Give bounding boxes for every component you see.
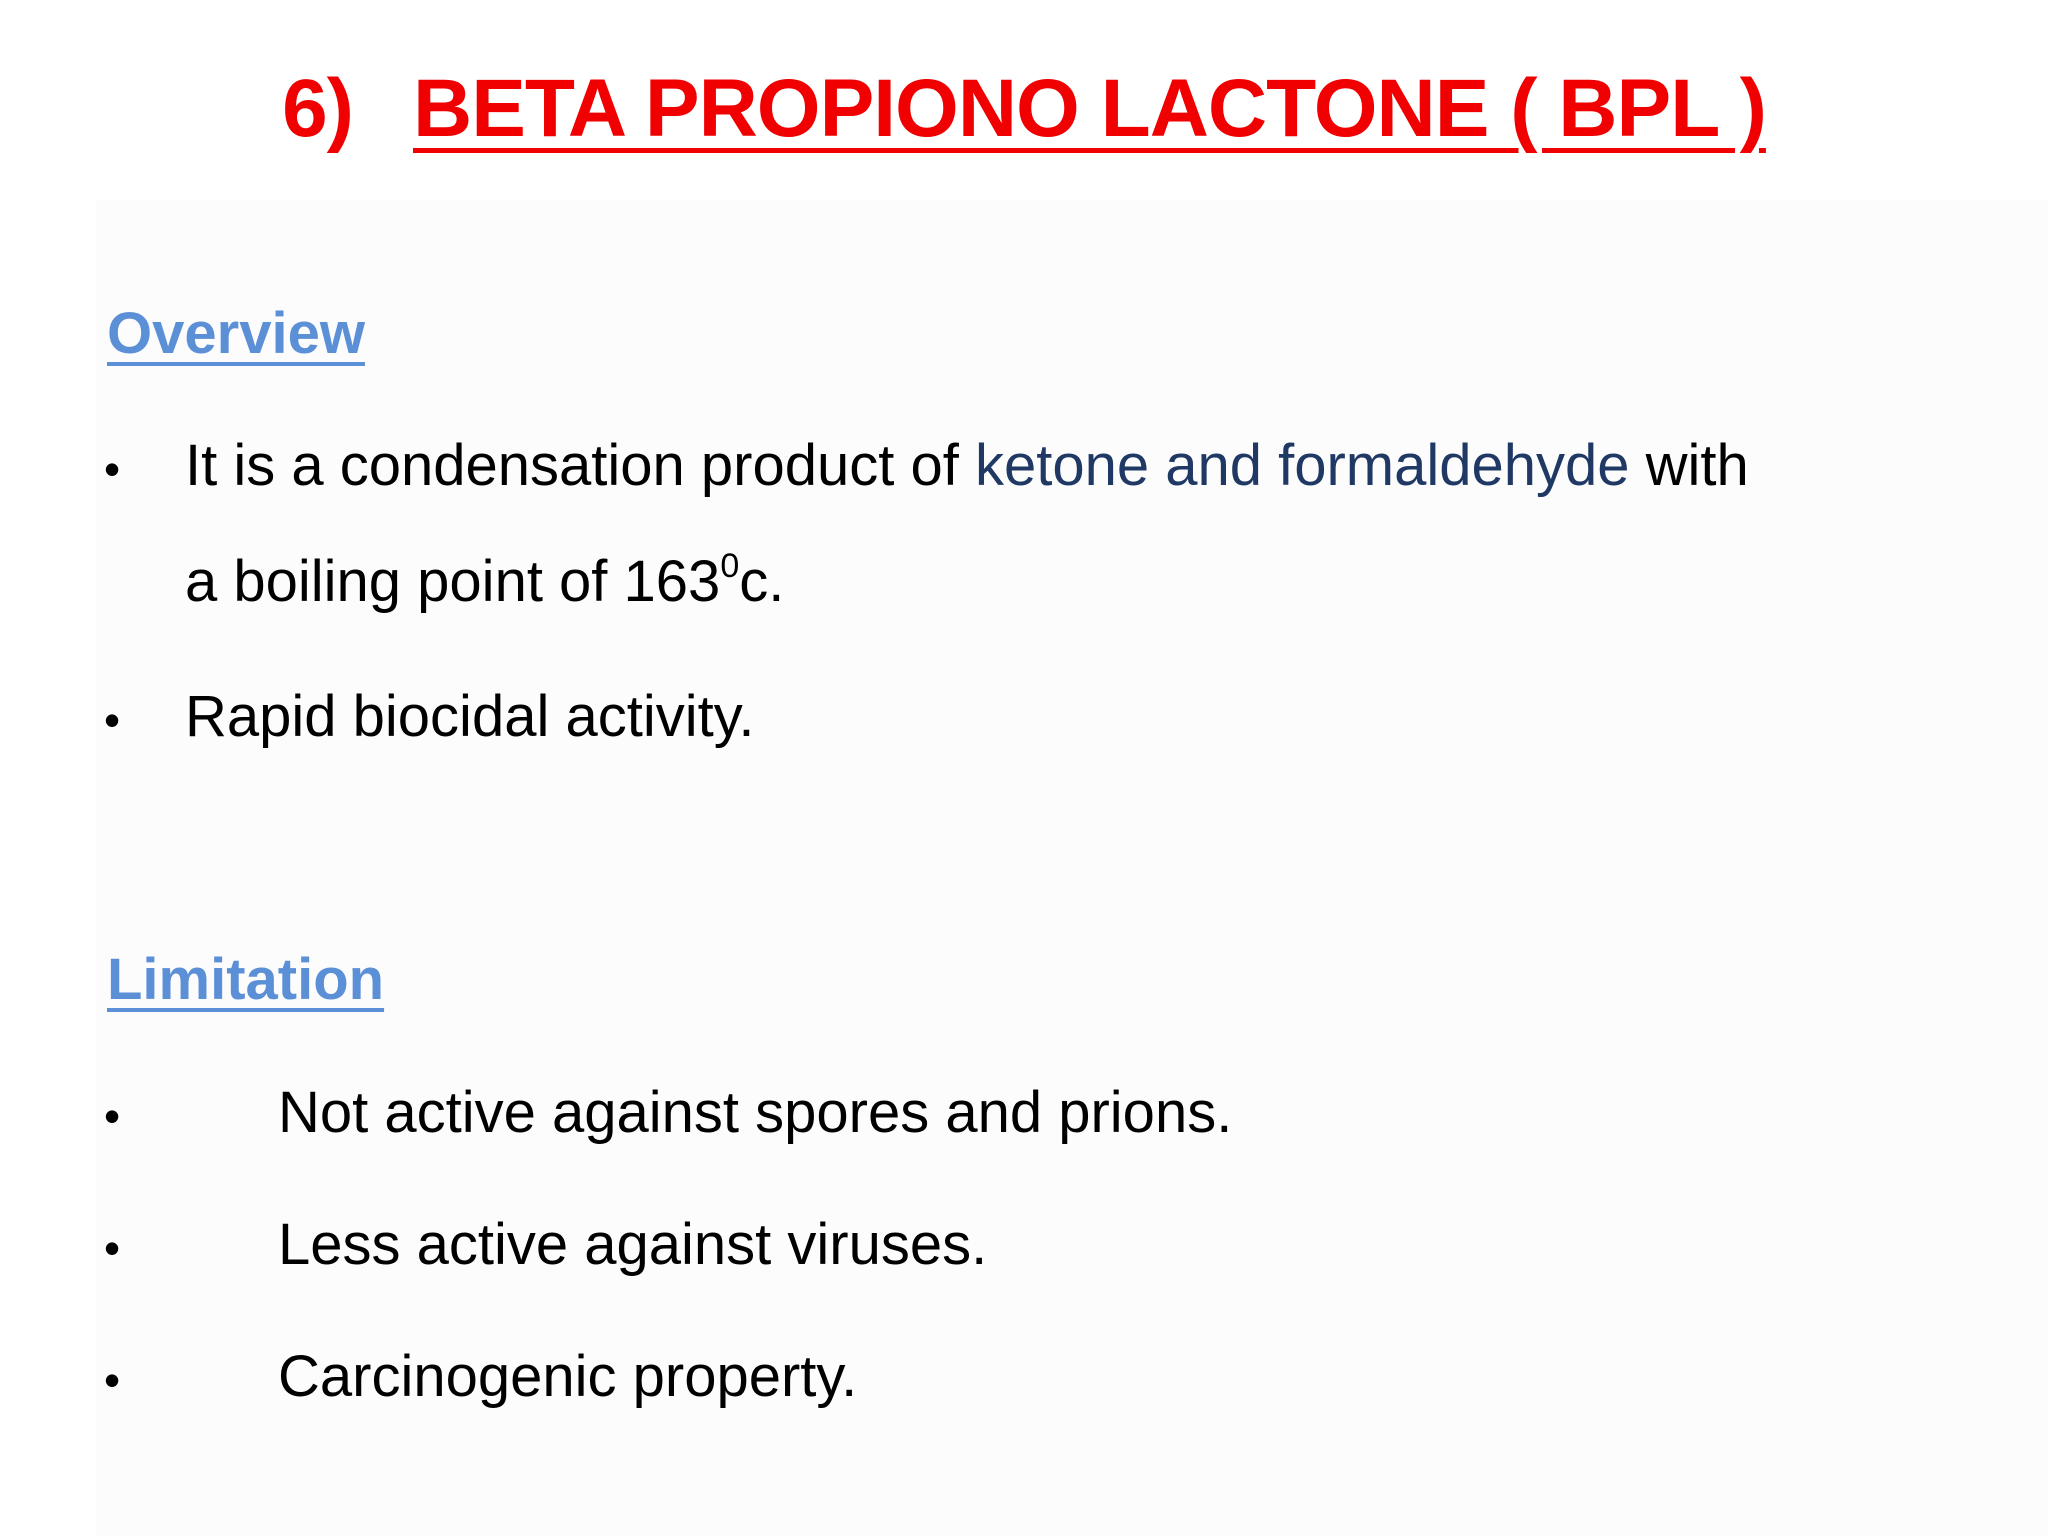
- bullet-marker: •: [104, 1354, 121, 1406]
- bullet-marker: •: [104, 1222, 121, 1274]
- limitation-item-1: Not active against spores and prions.: [278, 1080, 1233, 1145]
- bullet-marker: •: [104, 1090, 121, 1142]
- overview-item-2: Rapid biocidal activity.: [185, 684, 755, 749]
- bullet-marker: •: [104, 443, 121, 495]
- title-number: 6): [282, 63, 353, 154]
- overview-item-1-line-1: [185, 433, 1749, 498]
- overview-item-1-text-b: with: [1629, 433, 1749, 498]
- overview-heading: Overview: [107, 301, 365, 366]
- content-panel: [96, 200, 2048, 1536]
- boiling-point-text: a boiling point of 163: [185, 549, 721, 614]
- overview-item-1-text-a: It is a condensation product of: [185, 433, 975, 498]
- bullet-marker: •: [104, 694, 121, 746]
- limitation-item-3: Carcinogenic property.: [278, 1344, 858, 1409]
- limitation-heading: Limitation: [107, 947, 385, 1012]
- boiling-point-superscript: 0: [720, 547, 740, 585]
- slide-title: [0, 62, 2048, 156]
- limitation-item-2: Less active against viruses.: [278, 1212, 988, 1277]
- overview-item-1-line-2: [185, 547, 785, 614]
- boiling-point-unit: c.: [739, 549, 785, 614]
- overview-item-1-highlight: ketone and formaldehyde: [974, 433, 1630, 498]
- title-text: BETA PROPIONO LACTONE ( BPL ): [413, 63, 1766, 154]
